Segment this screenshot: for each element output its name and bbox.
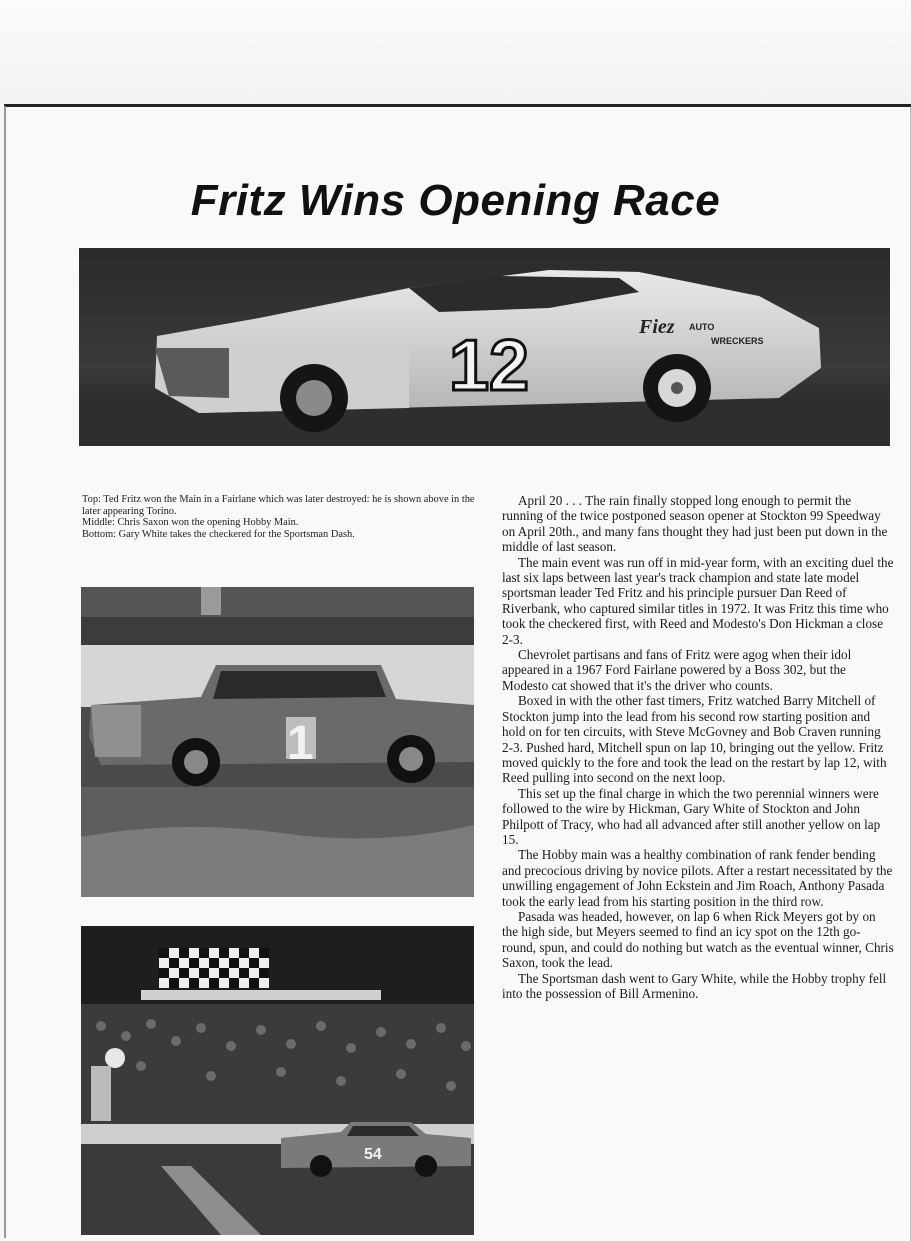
checkered-banner	[159, 948, 269, 988]
photo-top-car-12	[79, 248, 890, 446]
page-edge	[4, 106, 6, 1238]
photo-caption	[82, 494, 482, 540]
car-number-54: 54	[364, 1146, 382, 1163]
caption-top: Top: Ted Fritz won the Main in a Fairlane which was later destroyed: he is shown above in the later appearing Torino.	[82, 494, 475, 517]
article-paragraph: The Hobby main was a healthy combination of rank fender bending and precocious driving by novice pilots. After a restart necessitated by the unwilling engagement of John Eckstein and Jim Roach, Anthony Pasada took the early lead from his starting position in the third row.	[502, 847, 893, 909]
article-paragraph: Pasada was headed, however, on lap 6 when Rick Meyers got by on the high side, but Meyers seemed to find an icy spot on the 12th go-round, spun, and could do nothing but watch as the eventual winner, Chris Saxon, took the lead.	[502, 908, 894, 971]
article-paragraph: April 20 . . . The rain finally stopped long enough to permit the running of the twice postponed season opener at Stockton 99 Speedway on April 20th., and many fans thought they had just been put down in the middle of last season.	[502, 493, 888, 555]
article-paragraph: Chevrolet partisans and fans of Fritz were agog when their idol appeared in a 1967 Ford Fairlane powered by a Boss 302, but the Modesto cat showed that it's the driver who counts.	[502, 647, 852, 693]
article-paragraph: This set up the final charge in which the two perennial winners were followed to the wire by Hickman, Gary White of Stockton and John Philpott of Tracy, who had all advanced after still another yellow on lap 15.	[502, 785, 881, 847]
scan-background	[0, 0, 911, 104]
article-paragraph: The main event was run off in mid-year form, with an exciting duel the last six laps between last year's track champion and state late model sportsman leader Ted Fritz and his principle pursuer Dan Reed of Riverbank, who captured similar titles in 1972. It was Fritz this time who took the checkered first, with Reed and Modesto's Don Hickman a close 2-3.	[502, 554, 894, 647]
article-title: Fritz Wins Opening Race	[190, 176, 721, 225]
article-paragraph: Boxed in with the other fast timers, Fritz watched Barry Mitchell of Stockton jump into the lead from his second row starting position and hold on for ten circuits, with Steve McGovney and Bob Craven running 2-3. Pushed hard, Mitchell spun on lap 10, bringing out the yellow. Fritz moved quickly to the fore and took the lead on the restart by lap 12, with Reed pulling into second on the next loop.	[502, 693, 887, 786]
car-number-1: 1	[287, 717, 314, 770]
article-body	[502, 493, 894, 1001]
photo-middle-car-1	[81, 587, 474, 897]
caption-bottom: Bottom: Gary White takes the checkered for the Sportsman Dash.	[82, 528, 355, 540]
caption-middle: Middle: Chris Saxon won the opening Hobby Main.	[82, 517, 299, 529]
car-12-illustration	[79, 248, 890, 446]
photo-bottom-car-54	[81, 926, 474, 1235]
article-paragraph: The Sportsman dash went to Gary White, while the Hobby trophy fell into the possession of Bill Armenino.	[502, 970, 887, 1001]
car-54-illustration	[81, 926, 474, 1235]
car-1-illustration	[81, 587, 474, 897]
car-sign-line3: WRECKERS	[711, 336, 764, 346]
car-number-12: 12	[449, 326, 530, 406]
car-sign-line2: AUTO	[689, 322, 715, 332]
car-sign-line1: Fiez	[639, 316, 675, 338]
